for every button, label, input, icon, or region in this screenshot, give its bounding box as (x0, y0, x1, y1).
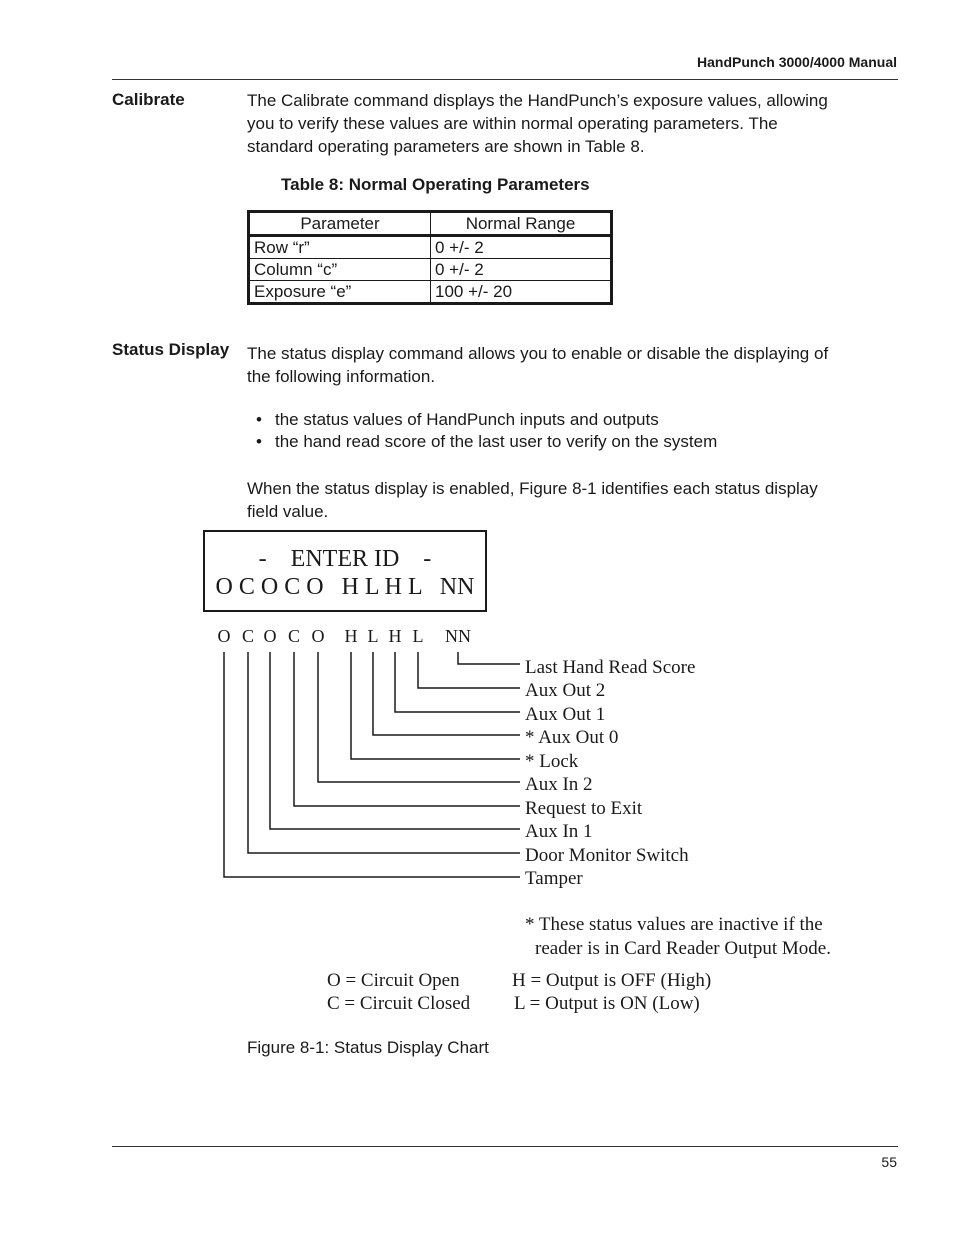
field-char: H (388, 626, 402, 646)
field-char: O (311, 626, 325, 646)
field-char: L (412, 626, 424, 646)
field-label: Aux In 2 (525, 774, 593, 795)
table-cell: 0 +/- 2 (431, 236, 612, 259)
table-cell: Row “r” (249, 236, 431, 259)
field-char: C (287, 626, 301, 646)
field-characters (218, 626, 472, 646)
leader-line (458, 652, 520, 664)
field-label: Request to Exit (525, 798, 643, 819)
calibrate-line-1: The Calibrate command displays the HandPunch’s exposure values, allowing (247, 91, 828, 110)
calibrate-line-2: you to verify these values are within normal operating parameters. The (247, 114, 778, 133)
field-char: NN (445, 626, 471, 646)
legend-closed: C = Circuit Closed (327, 993, 471, 1014)
table-caption: Table 8: Normal Operating Parameters (281, 175, 590, 194)
field-label: Aux Out 1 (525, 704, 606, 725)
section-label-calibrate: Calibrate (112, 90, 185, 109)
figure-caption: Figure 8-1: Status Display Chart (247, 1038, 489, 1057)
calibrate-line-3: standard operating parameters are shown in Table 8. (247, 137, 645, 156)
legend-low: L = Output is ON (Low) (514, 993, 700, 1014)
lcd-line-2: O C O C O H L H L NN (215, 574, 475, 600)
leader-line (418, 652, 520, 688)
field-char: O (217, 626, 231, 646)
leader-line (351, 652, 520, 759)
bullet-icon: • (256, 410, 262, 429)
field-labels (525, 657, 695, 889)
status-line-2: the following information. (247, 367, 436, 386)
leader-line (224, 652, 520, 877)
leader-lines (224, 652, 520, 877)
section-label-status-display: Status Display (112, 340, 230, 359)
table-cell: Column “c” (249, 259, 431, 281)
field-char: C (241, 626, 255, 646)
footnote-line-2: reader is in Card Reader Output Mode. (535, 938, 831, 959)
inactive-footnote (525, 913, 831, 961)
field-label: Door Monitor Switch (525, 845, 689, 866)
column-header: Parameter (249, 212, 431, 236)
field-label: * Lock (525, 751, 579, 772)
manual-title: HandPunch 3000/4000 Manual (697, 54, 897, 70)
field-label: Tamper (525, 868, 583, 889)
legend-open: O = Circuit Open (327, 970, 460, 991)
leader-line (318, 652, 520, 782)
status2-line-2: field value. (247, 502, 329, 521)
field-char: O (263, 626, 277, 646)
legend-high: H = Output is OFF (High) (512, 970, 712, 991)
status-line-1: The status display command allows you to enable or disable the displaying of (247, 344, 829, 363)
field-label: * Aux Out 0 (525, 727, 619, 748)
list-item-text: the status values of HandPunch inputs and outputs (275, 410, 659, 429)
footnote-line-1: * These status values are inactive if the (525, 914, 823, 935)
table-cell: 0 +/- 2 (431, 259, 612, 281)
table-cell: 100 +/- 20 (435, 281, 513, 301)
lcd-line-1: - ENTER ID - (258, 546, 432, 572)
bullet-icon: • (256, 432, 262, 451)
table-cell: Exposure “e” (249, 281, 431, 304)
list-item-text: the hand read score of the last user to verify on the system (275, 432, 718, 451)
leader-line (294, 652, 520, 806)
leader-line (248, 652, 520, 853)
field-char: H (344, 626, 358, 646)
field-char: L (367, 626, 379, 646)
page-number: 55 (881, 1154, 897, 1170)
field-label: Aux Out 2 (525, 680, 606, 701)
field-label: Aux In 1 (525, 821, 593, 842)
field-label: Last Hand Read Score (525, 657, 696, 678)
footer-rule (112, 1146, 898, 1147)
column-header: Normal Range (431, 212, 612, 236)
status2-line-1: When the status display is enabled, Figure 8-1 identifies each status display (247, 479, 818, 498)
